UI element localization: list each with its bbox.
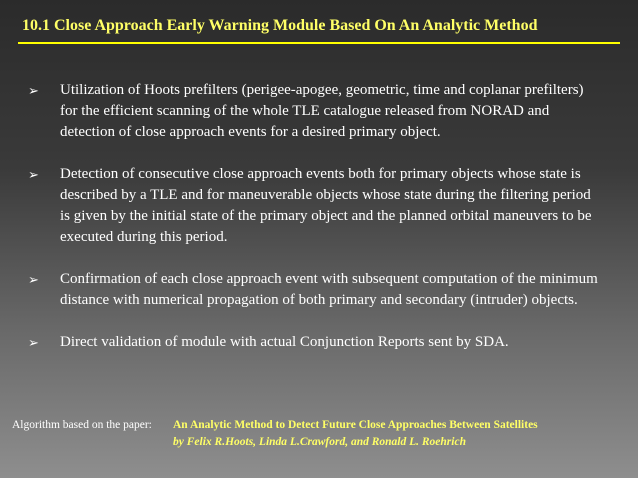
bullet-text: Confirmation of each close approach event with subsequent computation of the minimum distance with numerical propagation of both primary and secondary (intruder) objects. (60, 271, 598, 308)
arrow-bullet-icon: ➢ (28, 335, 39, 350)
bullet-item (28, 80, 598, 143)
reference-prefix: Algorithm based on the paper: (12, 419, 152, 431)
bullet-text: Direct validation of module with actual Conjunction Reports sent by SDA. (60, 334, 509, 350)
bullet-list (28, 80, 598, 374)
title-rule (18, 42, 620, 44)
paper-reference (12, 417, 632, 451)
bullet-text: Utilization of Hoots prefilters (perigee-apogee, geometric, time and coplanar prefilters) for the efficient scanning of the whole TLE catalogue released from NORAD and detection of close approach events for a desired primary object. (60, 82, 584, 140)
arrow-bullet-icon: ➢ (28, 83, 39, 98)
reference-indent (12, 434, 173, 451)
arrow-bullet-icon: ➢ (28, 272, 39, 287)
reference-paper-title: An Analytic Method to Detect Future Close Approaches Between Satellites (173, 419, 538, 431)
bullet-text: Detection of consecutive close approach events both for primary objects whose state is described by a TLE and for maneuverable objects whose state during the filtering period is given by the initial state of the primary object and the planned orbital maneuvers to be executed during this period. (60, 166, 592, 245)
bullet-item (28, 332, 598, 353)
bullet-item (28, 164, 598, 248)
arrow-bullet-icon: ➢ (28, 167, 39, 182)
slide-title: 10.1 Close Approach Early Warning Module Based On An Analytic Method (22, 17, 538, 34)
bullet-item (28, 269, 598, 311)
reference-authors: by Felix R.Hoots, Linda L.Crawford, and Ronald L. Roehrich (173, 436, 466, 448)
